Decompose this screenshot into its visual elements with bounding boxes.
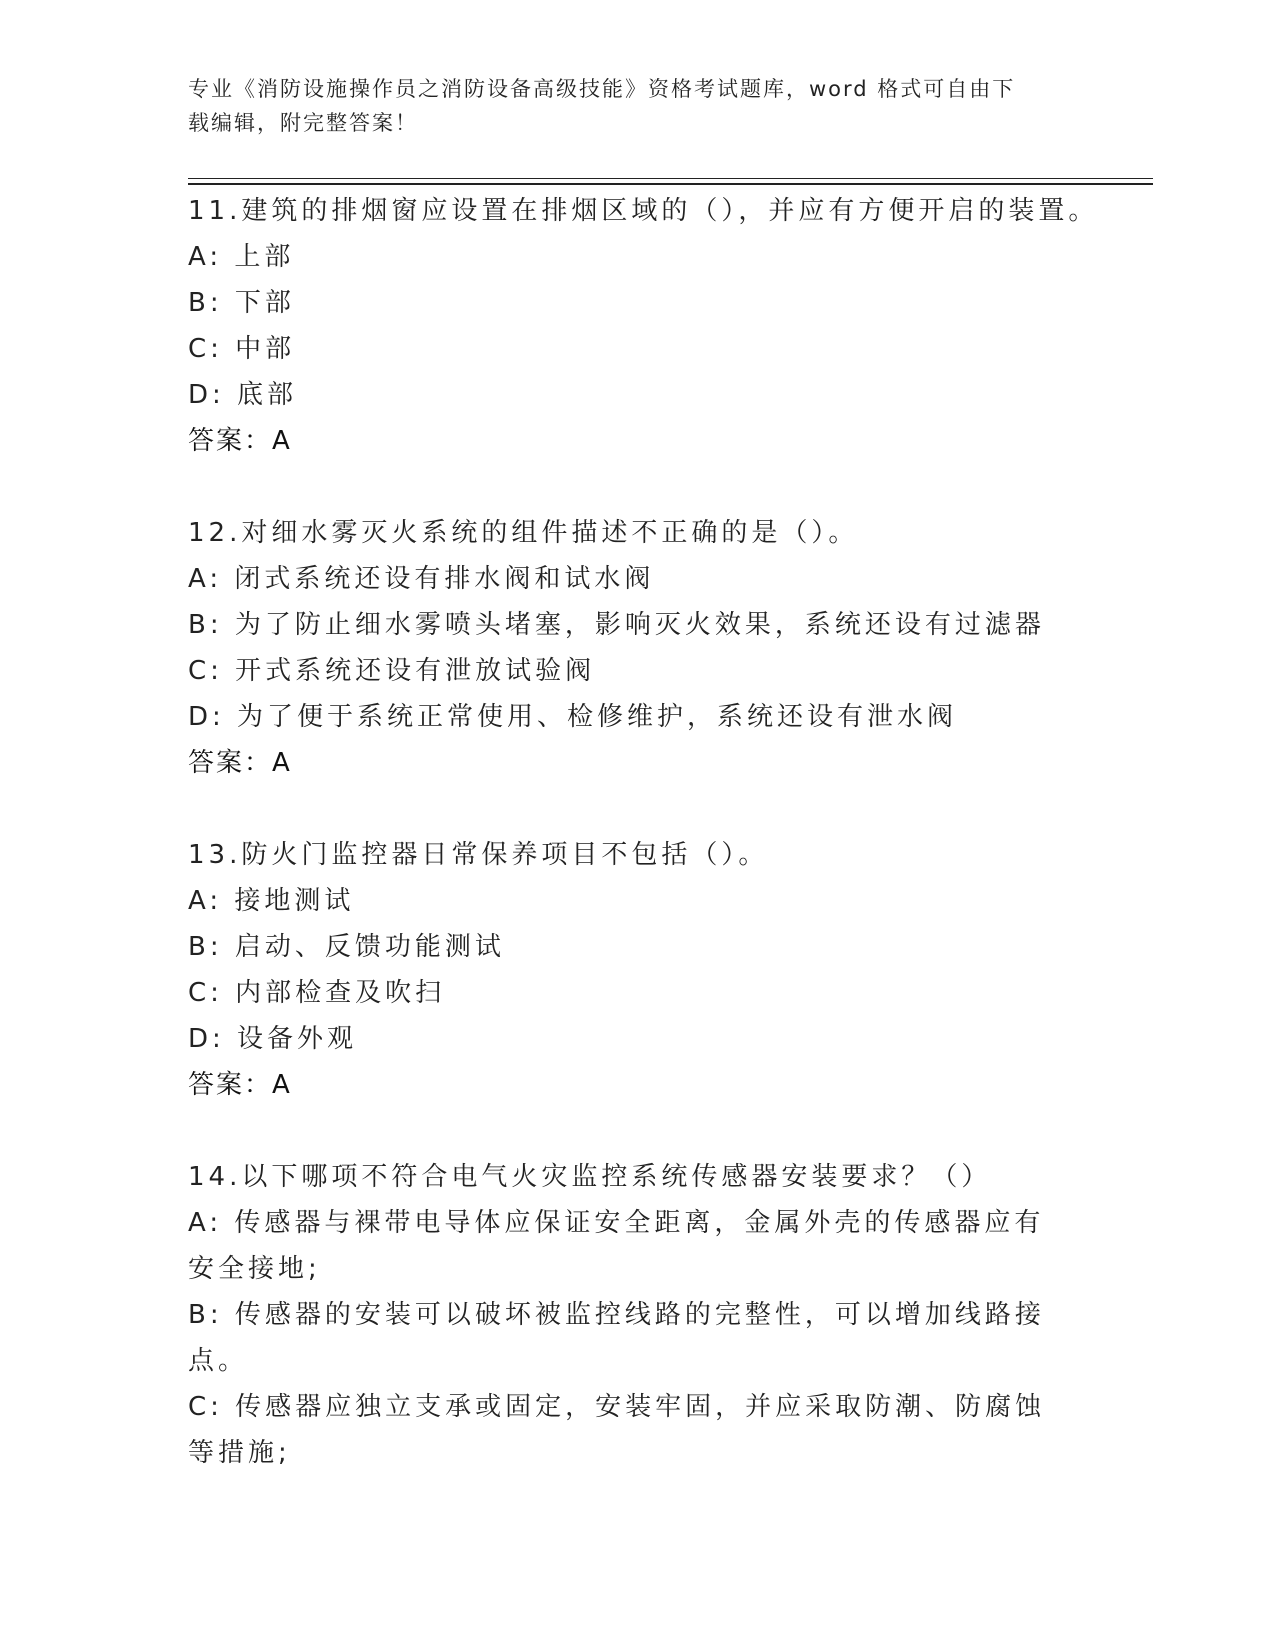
option-a: A: 接地测试 — [188, 886, 355, 916]
option-b: B: 为了防止细水雾喷头堵塞，影响灭火效果，系统还设有过滤器 — [188, 610, 1045, 640]
document-header — [188, 72, 1068, 140]
question-14 — [188, 1154, 1088, 1476]
question-stem: 11.建筑的排烟窗应设置在排烟区域的（），并应有方便开启的装置。 — [188, 196, 1099, 226]
answer: 答案：A — [188, 426, 292, 456]
header-divider-thin — [188, 178, 1153, 179]
question-12 — [188, 510, 1088, 786]
header-divider-thick — [188, 183, 1153, 185]
question-stem: 12.对细水雾灭火系统的组件描述不正确的是（）。 — [188, 518, 859, 548]
answer: 答案：A — [188, 1070, 292, 1100]
option-d: D: 为了便于系统正常使用、检修维护，系统还设有泄水阀 — [188, 702, 958, 732]
header-line-1: 专业《消防设施操作员之消防设备高级技能》资格考试题库，word 格式可自由下 — [188, 77, 1016, 101]
option-d: D: 底部 — [188, 380, 298, 410]
option-c: C: 内部检查及吹扫 — [188, 978, 446, 1008]
option-a: A: 上部 — [188, 242, 295, 272]
option-c: C: 开式系统还设有泄放试验阀 — [188, 656, 596, 686]
option-b: B: 下部 — [188, 288, 295, 318]
question-list — [188, 188, 1099, 1522]
option-b: B: 传感器的安装可以破坏被监控线路的完整性，可以增加线路接点。 — [188, 1300, 1045, 1376]
option-a: A: 传感器与裸带电导体应保证安全距离，金属外壳的传感器应有安全接地; — [188, 1208, 1045, 1284]
question-11 — [188, 188, 1099, 464]
question-stem: 13.防火门监控器日常保养项目不包括（）。 — [188, 840, 769, 870]
option-c: C: 传感器应独立支承或固定，安装牢固，并应采取防潮、防腐蚀等措施; — [188, 1392, 1046, 1468]
answer: 答案：A — [188, 748, 292, 778]
header-line-2: 载编辑，附完整答案！ — [188, 111, 418, 135]
option-a: A: 闭式系统还设有排水阀和试水阀 — [188, 564, 655, 594]
question-stem: 14.以下哪项不符合电气火灾监控系统传感器安装要求？（） — [188, 1162, 992, 1192]
option-c: C: 中部 — [188, 334, 296, 364]
question-13 — [188, 832, 1088, 1108]
option-d: D: 设备外观 — [188, 1024, 358, 1054]
option-b: B: 启动、反馈功能测试 — [188, 932, 505, 962]
